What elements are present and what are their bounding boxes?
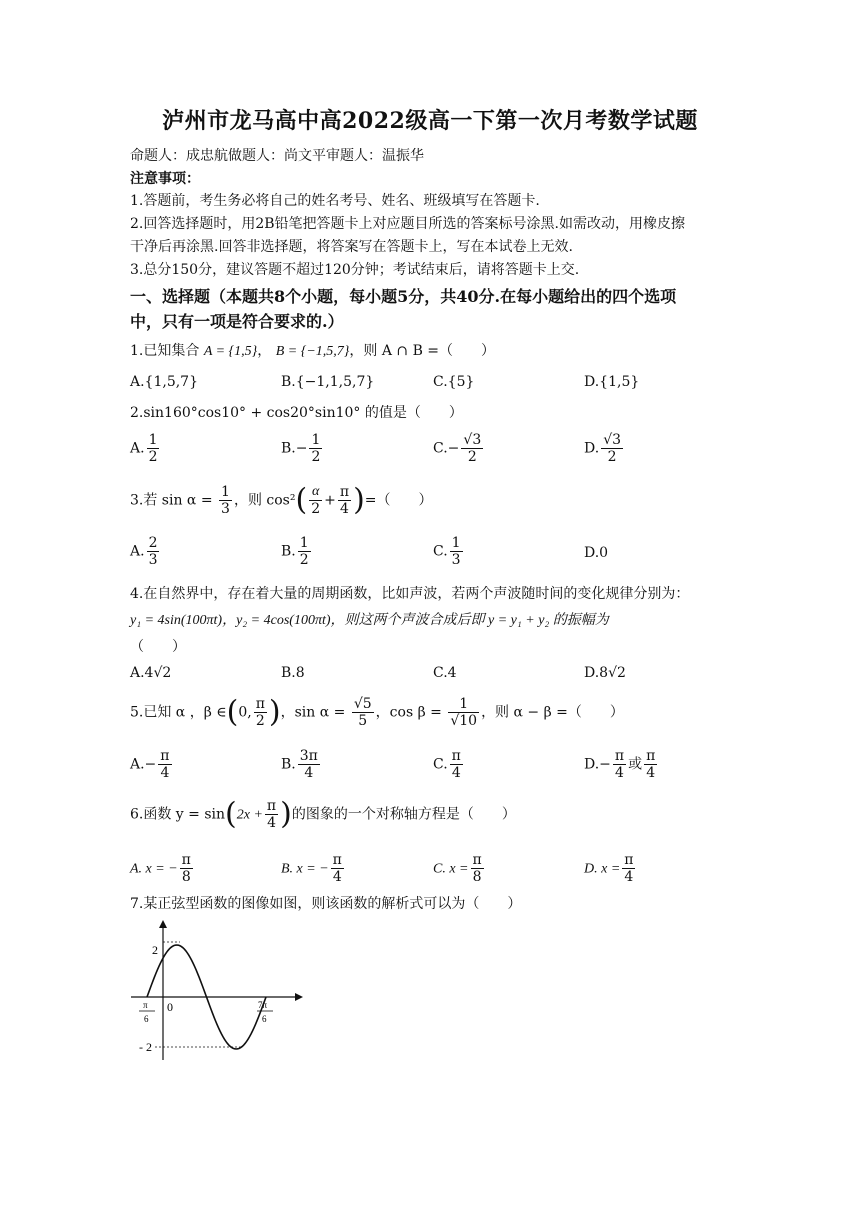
q1-number: 1.已知集合 — [130, 343, 200, 359]
q3-b-den: 2 — [299, 552, 309, 568]
exam-title: 泸州市龙马高中高2022级高一下第一次月考数学试题 — [162, 108, 698, 134]
q5-c-prefix: C. — [433, 756, 448, 773]
q5-b-den: 4 — [304, 765, 314, 781]
q5-sin-pre: ，sin α = — [280, 704, 346, 721]
question-4: 4.在自然界中，存在着大量的周期函数，比如声波，若两个声波随时间的变化规律分别为： — [130, 586, 690, 602]
q5-d-num: π — [614, 748, 625, 764]
q3-sin-den: 3 — [221, 501, 230, 517]
q2-option-a — [130, 432, 161, 465]
x-axis-arrow — [295, 993, 303, 1001]
question-4-paren: （ ） — [130, 639, 186, 655]
q5-option-a — [130, 748, 174, 781]
q3-pi-den: 4 — [340, 501, 349, 517]
q5-d-fraction-2 — [644, 748, 657, 781]
q5-c-den: 4 — [451, 765, 461, 781]
q6-option-c — [433, 852, 486, 885]
y-axis-arrow — [159, 920, 167, 928]
sine-graph — [125, 920, 305, 1065]
q5-sin-fraction — [352, 696, 374, 729]
q1-option-b: B.{−1,1,5,7} — [281, 374, 375, 390]
q5-sin-num: √5 — [353, 696, 372, 712]
q2-c-den: 2 — [467, 449, 477, 465]
q2-a-den: 2 — [148, 449, 158, 465]
question-1: 1.已知集合 A = {1,5}， B = {−1,5,7}，则 A ∩ B =（ ） — [130, 343, 496, 359]
q6-c-fraction — [471, 852, 484, 885]
q6-d-fraction — [622, 852, 635, 885]
notice-item-2: 2.回答选择题时，用2B铅笔把答题卡上对应题目所选的答案标号涂黑.如需改动，用橡皮擦 — [130, 216, 686, 232]
q5-cos-den: √10 — [450, 713, 478, 729]
q5-a-prefix: A.− — [130, 756, 157, 773]
section-heading: 一、选择题（本题共8个小题，每小题5分，共40分.在每小题给出的四个选项 — [130, 287, 677, 306]
q4-option-b: B.8 — [281, 665, 305, 681]
q5-b-prefix: B. — [281, 756, 296, 773]
q1-option-a: A.{1,5,7} — [130, 374, 198, 390]
q3-a-den: 3 — [148, 552, 158, 568]
q3-mid: ，则 cos² — [233, 492, 296, 509]
q5-a-num: π — [160, 748, 170, 764]
q1-set-b: B = {−1,5,7} — [275, 344, 350, 359]
q2-d-den: 2 — [607, 449, 617, 465]
q5-interval-fraction — [254, 696, 267, 729]
q6-option-a — [130, 852, 195, 885]
q3-pre: 3.若 sin α = — [130, 492, 213, 509]
q5-interval-num: π — [255, 696, 265, 712]
q4-option-c: C.4 — [433, 665, 457, 681]
q6-pre: 6.函数 y = sin — [130, 806, 226, 823]
q6-c-prefix: C. x = — [433, 861, 469, 877]
notice-heading: 注意事项： — [130, 171, 200, 187]
q3-c-prefix: C. — [433, 543, 448, 560]
q2-d-fraction — [601, 432, 623, 465]
q5-d-prefix: D.− — [584, 756, 611, 773]
q4-option-d: D.8√2 — [584, 665, 626, 681]
q2-c-fraction — [461, 432, 483, 465]
q5-c-fraction — [450, 748, 463, 781]
q6-inner: 2x + — [236, 807, 263, 823]
question-7: 7.某正弦型函数的图像如图，则该函数的解析式可以为（ ） — [130, 896, 522, 912]
q3-post: =（ ） — [364, 492, 433, 509]
q5-a-fraction — [158, 748, 171, 781]
q2-option-c — [433, 432, 485, 465]
q5-interval-left: 0, — [238, 704, 252, 721]
q2-option-d — [584, 432, 625, 465]
q5-b-num: 3π — [299, 748, 318, 764]
q5-sin-den: 5 — [358, 713, 368, 729]
q4-option-a: A.4√2 — [130, 665, 172, 681]
q3-option-b — [281, 535, 313, 568]
q3-pi-num: π — [339, 484, 350, 500]
question-4-cont: y₁ = 4sin(100πt)，y₂ = 4cos(100πt)，则这两个声波合成后即 y = y₁ + y₂ 的振幅为 — [130, 613, 609, 628]
q6-a-fraction — [180, 852, 193, 885]
q3-sin-fraction — [219, 484, 232, 517]
q3-plus: + — [324, 492, 336, 509]
q2-d-num: √3 — [603, 432, 622, 448]
y-label-bottom: - 2 — [139, 1040, 152, 1054]
q6-a-num: π — [181, 852, 191, 868]
q2-a-fraction — [147, 432, 160, 465]
q3-b-num: 1 — [299, 535, 309, 551]
q5-post: ，则 α − β =（ ） — [481, 704, 624, 721]
q2-option-b — [281, 432, 324, 465]
right-tick-den: 6 — [262, 1014, 267, 1024]
question-5: 5.已知 α ，β ∈(0, $\frac{\pi}{2}$ )，sin α = $\frac{√5}{5}$ ，cos β = $\frac{1}{√10}$ ，则 α − β =（ ） — [130, 694, 624, 730]
q5-cos-pre: ，cos β = — [375, 704, 442, 721]
q5-option-c — [433, 748, 465, 781]
q6-a-prefix: A. x = − — [130, 861, 178, 877]
q5-cos-fraction — [448, 696, 479, 729]
q6-b-prefix: B. x = − — [281, 861, 329, 877]
left-tick-num: π — [143, 1000, 148, 1010]
q6-post: 的图象的一个对称轴方程是（ ） — [291, 806, 516, 823]
q6-d-num: π — [624, 852, 634, 868]
q3-alpha-num: α — [309, 484, 322, 501]
q6-d-prefix: D. x = — [584, 861, 621, 877]
q2-b-fraction — [309, 432, 322, 465]
q3-c-num: 1 — [451, 535, 461, 551]
q3-b-prefix: B. — [281, 543, 296, 560]
q3-pi-fraction — [338, 484, 351, 517]
q5-cos-num: 1 — [448, 696, 479, 713]
q6-num: π — [266, 798, 277, 814]
q1-option-d: D.{1,5} — [584, 374, 640, 390]
notice-item-3: 3.总分150分，建议答题不超过120分钟；考试结束后，请将答题卡上交. — [130, 262, 580, 278]
q1-set-a: A = {1,5} — [203, 344, 258, 359]
q1-option-c: C.{5} — [433, 374, 475, 390]
q3-c-fraction — [450, 535, 463, 568]
q3-option-c — [433, 535, 465, 568]
q5-option-d — [584, 748, 659, 781]
q3-alpha-fraction — [309, 484, 322, 517]
q2-d-prefix: D. — [584, 440, 600, 457]
q6-fraction — [265, 798, 278, 831]
y-label-top: 2 — [152, 943, 158, 957]
q6-den: 4 — [267, 815, 276, 831]
q1-ask: ，则 A ∩ B =（ ） — [349, 343, 496, 359]
q3-option-d: D.0 — [584, 545, 609, 561]
q3-a-prefix: A. — [130, 543, 145, 560]
origin-label: 0 — [167, 1000, 173, 1014]
section-heading-cont: 中，只有一项是符合要求的.） — [130, 312, 344, 331]
q6-c-den: 8 — [472, 869, 482, 885]
q3-a-num: 2 — [148, 535, 158, 551]
q2-c-prefix: C.− — [433, 440, 460, 457]
q5-option-b — [281, 748, 322, 781]
q3-a-fraction — [147, 535, 160, 568]
question-6: 6.函数 y = sin(2x + $\frac{\pi}{4}$ )的图象的一个对称轴方程是（ ） — [130, 796, 516, 832]
notice-item-1: 1.答题前，考生务必将自己的姓名考号、姓名、班级填写在答题卡. — [130, 193, 540, 209]
q3-c-den: 3 — [451, 552, 461, 568]
q6-option-d — [584, 852, 637, 885]
q5-d-or: 或 — [628, 756, 643, 773]
q5-d-den: 4 — [615, 765, 624, 781]
q3-sin-num: 1 — [221, 484, 230, 500]
q3-b-fraction — [298, 535, 311, 568]
q5-b-fraction — [298, 748, 320, 781]
q6-option-b — [281, 852, 346, 885]
q2-a-prefix: A. — [130, 440, 145, 457]
q5-pre: 5.已知 α ，β ∈ — [130, 704, 227, 721]
q5-d-den-2: 4 — [646, 765, 656, 781]
q5-a-den: 4 — [160, 765, 170, 781]
q5-c-num: π — [451, 748, 461, 764]
q5-d-fraction — [613, 748, 626, 781]
q2-a-num: 1 — [148, 432, 158, 448]
q3-option-a — [130, 535, 161, 568]
q6-c-num: π — [472, 852, 482, 868]
question-3: 3.若 sin α = $\frac{1}{3}$ ，则 cos²( $\frac{\alpha}{2}$ + $\frac{\pi}{4}$ )=（ ） — [130, 482, 433, 518]
q6-d-den: 4 — [624, 869, 634, 885]
q6-b-num: π — [332, 852, 342, 868]
q2-b-den: 2 — [311, 449, 321, 465]
left-tick-den: 6 — [144, 1014, 149, 1024]
authors-line: 命题人：成忠航做题人：尚文平审题人：温振华 — [130, 148, 424, 164]
q6-b-fraction — [331, 852, 344, 885]
q2-c-num: √3 — [463, 432, 482, 448]
q3-alpha-den: 2 — [311, 501, 321, 517]
question-2: 2.sin160°cos10° + cos20°sin10° 的值是（ ） — [130, 405, 463, 421]
q6-b-den: 4 — [332, 869, 342, 885]
q2-b-num: 1 — [311, 432, 321, 448]
q5-d-num-2: π — [646, 748, 656, 764]
q5-interval-den: 2 — [255, 713, 265, 729]
right-tick-num: 7π — [258, 1000, 268, 1010]
notice-item-2-cont: 干净后再涂黑.回答非选择题，将答案写在答题卡上，写在本试卷上无效. — [130, 239, 573, 255]
q2-b-prefix: B.− — [281, 440, 308, 457]
q6-a-den: 8 — [181, 869, 191, 885]
